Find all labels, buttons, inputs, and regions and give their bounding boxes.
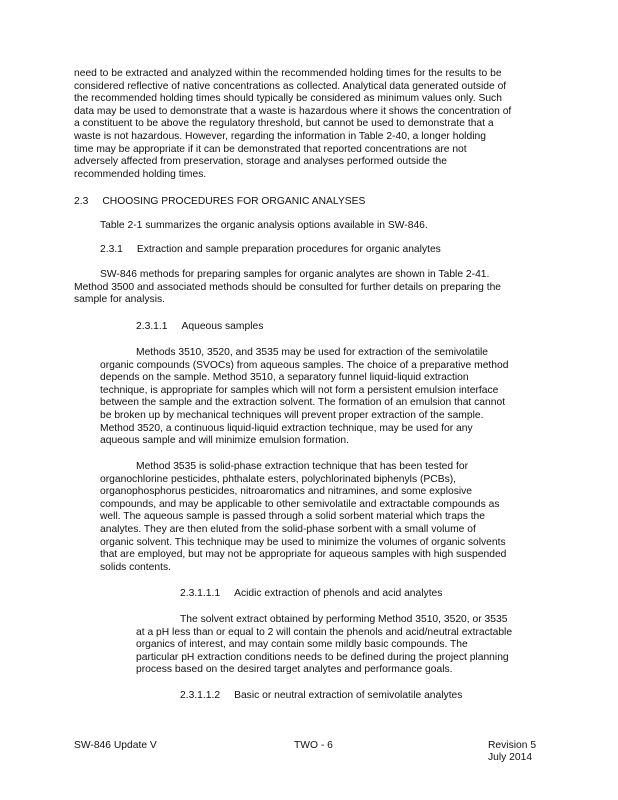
text-line: depends on the sample. Method 3510, a separatory funnel liquid-liquid extraction bbox=[100, 372, 469, 384]
section-title: Aqueous samples bbox=[181, 321, 264, 332]
subsection-paragraph bbox=[74, 269, 501, 307]
text-line: time may be appropriate if it can be demonstrated that reported concentrations are not bbox=[74, 143, 467, 155]
text-line: Method 3500 and associated methods should be consulted for further details on preparing the bbox=[74, 281, 502, 293]
section-title: Basic or neutral extraction of semivolatile analytes bbox=[234, 690, 463, 701]
acidic-extraction-paragraph bbox=[136, 614, 512, 677]
text-line: SW-846 methods for preparing samples for organic analytes are shown in Table 2-41. bbox=[100, 269, 490, 280]
footer-revision: Revision 5 bbox=[488, 740, 537, 751]
section-title: Extraction and sample preparation procedures for organic analytes bbox=[136, 244, 441, 255]
section-number: 2.3.1.1 bbox=[136, 321, 168, 332]
text-line: the recommended holding times should typically be considered as minimum values only. Such bbox=[74, 93, 502, 105]
text-line: need to be extracted and analyzed within the recommended holding times for the results to be bbox=[74, 68, 502, 79]
text-line: between the sample and the extraction solvent. The formation of an emulsion that cannot bbox=[100, 397, 506, 409]
text-line: well. The aqueous sample is passed through a solid sorbent material which traps the bbox=[100, 511, 486, 523]
text-line: The solvent extract obtained by performing Method 3510, 3520, or 3535 bbox=[180, 614, 508, 625]
text-line: data may be used to demonstrate that a waste is hazardous where it shows the concentration of bbox=[74, 105, 512, 117]
section-title: CHOOSING PROCEDURES FOR ORGANIC ANALYSES bbox=[102, 196, 366, 207]
text-line: adversely affected from preservation, storage and analyses performed outside the bbox=[74, 156, 447, 168]
footer-date: July 2014 bbox=[488, 752, 533, 763]
text-line: organic compounds (SVOCs) from aqueous samples. The choice of a preparative method bbox=[100, 359, 509, 371]
section-number: 2.3.1.1.2 bbox=[180, 690, 221, 701]
text-line: organics of interest, and may contain some mildly basic compounds. The bbox=[136, 639, 468, 651]
section-number: 2.3.1 bbox=[100, 244, 123, 255]
text-line: considered reflective of native concentrations as collected. Analytical data generated outside of bbox=[74, 80, 507, 92]
text-line: analytes. They are then eluted from the solid-phase sorbent with a small volume of bbox=[100, 523, 476, 535]
text-line: organic solvent. This technique may be used to minimize the volumes of organic solvents bbox=[100, 536, 506, 548]
text-line: compounds, and may be applicable to other semivolatile and extractable compounds as bbox=[100, 498, 500, 510]
text-line: be broken up by mechanical techniques will prevent proper extraction of the sample. bbox=[100, 409, 484, 421]
footer-page-number: TWO - 6 bbox=[294, 740, 333, 751]
text-line: waste is not hazardous. However, regarding the information in Table 2-40, a longer holding bbox=[74, 130, 486, 142]
text-line: a constituent to be above the regulatory threshold, but cannot be used to demonstrate that a bbox=[74, 118, 494, 130]
section-heading bbox=[74, 196, 365, 209]
subsection-heading bbox=[100, 244, 441, 257]
section-title: Acidic extraction of phenols and acid analytes bbox=[234, 588, 443, 599]
footer-document-name: SW-846 Update V bbox=[74, 740, 157, 751]
subsubsection-heading bbox=[136, 321, 263, 334]
text-line: sample for analysis. bbox=[74, 294, 165, 306]
section-number: 2.3 bbox=[74, 196, 89, 207]
intro-paragraph bbox=[74, 68, 511, 181]
text-line: solids contents. bbox=[100, 561, 171, 573]
text-line: organophosphorus pesticides, nitroaromatics and nitramines, and some explosive bbox=[100, 486, 473, 498]
text-line: at a pH less than or equal to 2 will contain the phenols and acid/neutral extractable bbox=[136, 626, 513, 638]
text-line: aqueous sample and will minimize emulsion formation. bbox=[100, 435, 349, 447]
text-line: Method 3535 is solid-phase extraction technique that has been tested for bbox=[136, 461, 469, 472]
section-text: Table 2-1 summarizes the organic analysis options available in SW-846. bbox=[100, 220, 428, 231]
text-line: Methods 3510, 3520, and 3535 may be used for extraction of the semivolatile bbox=[136, 347, 489, 358]
text-line: process based on the desired target analytes and performance goals. bbox=[136, 664, 453, 676]
text-line: Method 3520, a continuous liquid-liquid extraction technique, may be used for any bbox=[100, 422, 473, 434]
aqueous-paragraph-2 bbox=[100, 461, 506, 574]
level5-heading bbox=[180, 588, 442, 601]
text-line: organochlorine pesticides, phthalate esters, polychlorinated biphenyls (PCBs), bbox=[100, 473, 457, 485]
text-line: recommended holding times. bbox=[74, 168, 207, 180]
text-line: particular pH extraction conditions needs to be defined during the project planning bbox=[136, 651, 509, 663]
section-number: 2.3.1.1.1 bbox=[180, 588, 221, 599]
text-line: that are employed, but may not be appropriate for aqueous samples with high suspended bbox=[100, 549, 507, 561]
text-line: technique, is appropriate for samples which will not form a persistent emulsion interface bbox=[100, 384, 499, 396]
level5-heading bbox=[180, 690, 462, 703]
aqueous-paragraph-1 bbox=[100, 347, 508, 448]
